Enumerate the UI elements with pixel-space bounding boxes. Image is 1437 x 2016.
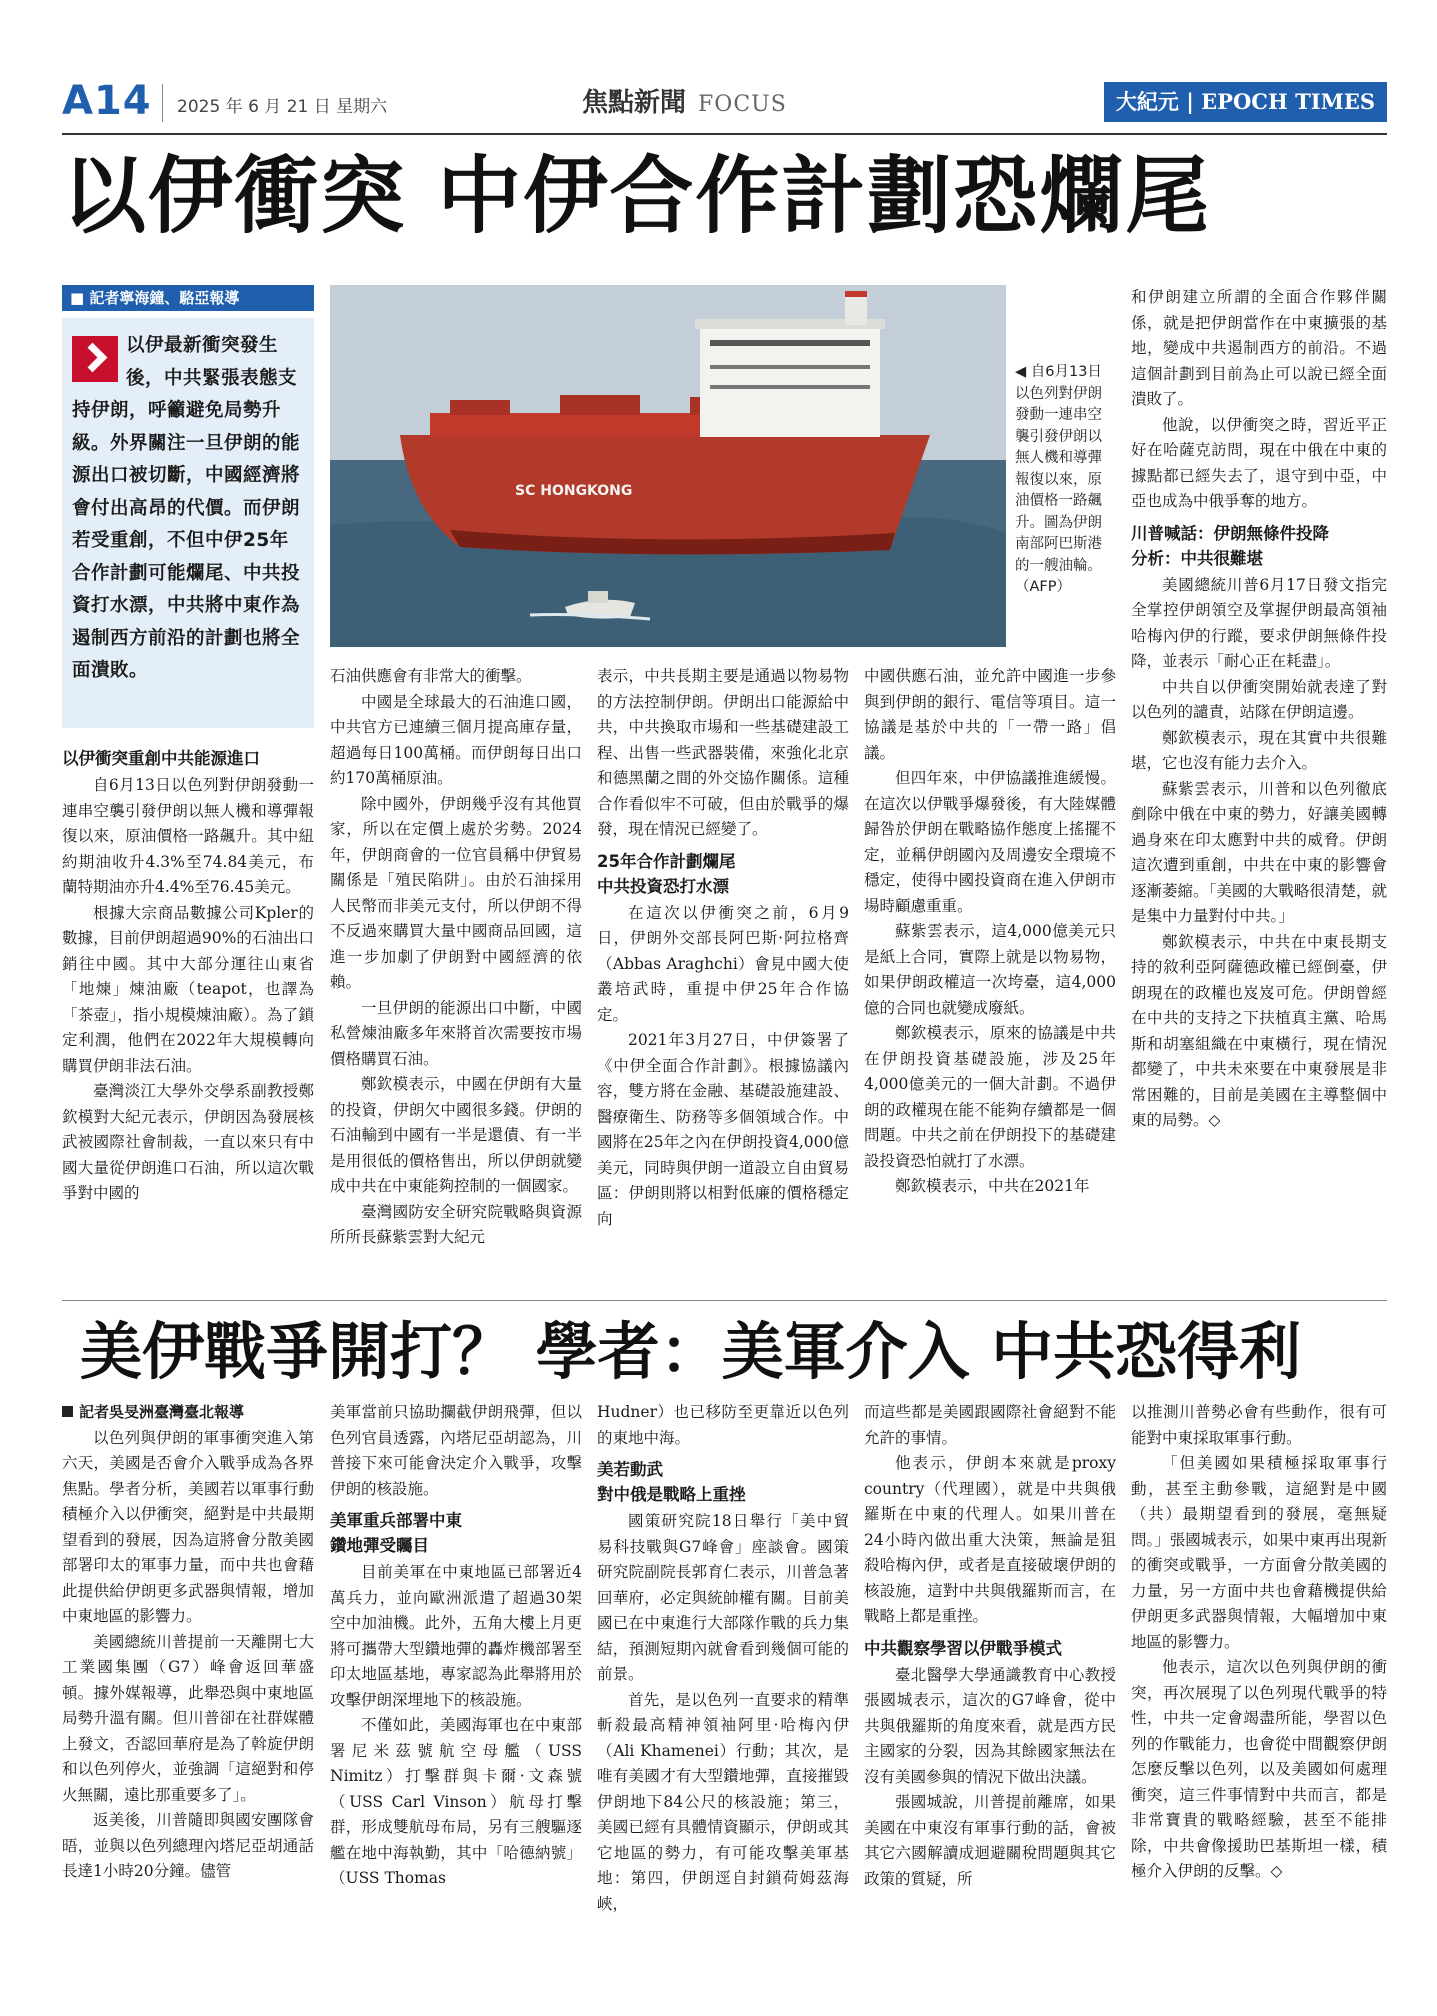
a1-subhead-2: [597, 849, 849, 899]
a2-column-3: [597, 1400, 849, 1917]
a2-paragraph: 張國城說，川普提前離席，如果美國在中東沒有軍事行動的話，會被其它六國解讀成迴避關稅問題與其它政策的質疑，所: [864, 1793, 1116, 1888]
a2-paragraph: 目前美軍在中東地區已部署近4萬兵力，並向歐洲派遣了超過30架空中加油機。此外，五角大樓上月更將可攜帶大型鑽地彈的轟炸機部署至印太地區基地，專家認為此舉將用於攻擊伊朗深埋地下的核設施。: [330, 1563, 582, 1709]
a2-column-4: [864, 1400, 1116, 1892]
headline-2: 美伊戰爭開打？ 學者：美軍介入 中共恐得利: [80, 1315, 1302, 1388]
a1-paragraph: 蘇紫雲表示，這4,000億美元只是紙上合同，實際上就是以物易物，如果伊朗政權這一次垮臺，這4,000億的合同也就變成廢紙。: [864, 922, 1116, 1017]
byline-1: ■ 記者寧海鐘、駱亞報導: [62, 285, 314, 311]
a2-subhead-2-line2: 對中俄是戰略上重挫: [597, 1485, 746, 1504]
a1-subhead-2-line2: 中共投資恐打水漂: [597, 876, 729, 896]
a1-subhead-2-line1: 25年合作計劃爛尾: [597, 851, 736, 871]
section-title-zh: 焦點新聞: [582, 88, 687, 118]
article-divider: [62, 1300, 1387, 1301]
lead-text: 以伊最新衝突發生後，中共緊張表態支持伊朗，呼籲避免局勢升級。外界關注一旦伊朗的能源出口被切斷，中國經濟將會付出高昂的代價。而伊朗若受重創，不但中伊25年合作計劃可能爛尾、中共投資打水漂，中共將中東作為遏制西方前沿的計劃也將全面潰敗。: [72, 335, 301, 681]
a1-subhead-3-line2: 分析：中共很難堪: [1131, 548, 1263, 568]
a1-paragraph: 表示，中共長期主要是通過以物易物的方法控制伊朗。伊朗出口能源給中共，中共換取市場和一些基礎建設工程、出售一些武器裝備，來強化北京和德黑蘭之間的外交協作關係。這種合作看似牢不可破，但由於戰爭的爆發，現在情況已經變了。: [597, 667, 849, 838]
a1-column-2: [330, 664, 582, 1251]
a1-subhead-1: 以伊衝突重創中共能源進口: [62, 749, 260, 768]
a1-paragraph: 鄭欽模表示，中國在伊朗有大量的投資，伊朗欠中國很多錢。伊朗的石油輸到中國有一半是還債、有一半是用很低的價格售出，所以伊朗就變成中共在中東能夠控制的一個國家。: [330, 1075, 582, 1195]
a2-subhead-1: [330, 1508, 582, 1558]
a2-paragraph: 不僅如此，美國海軍也在中東部署尼米茲號航空母艦（USS Nimitz）打擊群與卡爾·文森號（USS Carl Vinson）航母打擊群，形成雙航母布局，另有三艘驅逐艦在地中海執勤，其中「哈德納號」（USS Thomas: [330, 1716, 582, 1887]
photo-caption: ◀ 自6月13日以色列對伊朗發動一連串空襲引發伊朗以無人機和導彈報復以來，原油價格一路飆升。圖為伊朗南部阿巴斯港的一艘油輪。（AFP）: [1015, 364, 1102, 595]
byline-2-text: 記者吳旻洲臺灣臺北報導: [79, 1403, 245, 1421]
a2-subhead-2: [597, 1457, 849, 1507]
tanker-photo: [330, 285, 1006, 647]
a1-paragraph: 中共自以伊衝突開始就表達了對以色列的譴責，站隊在伊朗這邊。: [1131, 677, 1387, 721]
brand-logo: 大紀元 | EPOCH TIMES: [1104, 82, 1387, 122]
a1-column-5: [1131, 285, 1387, 1134]
issue-date: 2025 年 6 月 21 日 星期六: [177, 97, 388, 117]
a2-paragraph: 「但美國如果積極採取軍事行動，甚至主動參戰，這絕對是中國（共）最期望看到的發展，毫無疑問。」張國城表示，如果中東再出現新的衝突或戰爭，一方面會分散美國的力量，另一方面中共也會藉機提供給伊朗更多武器與情報，大幅增加中東地區的影響力。: [1131, 1454, 1387, 1651]
a1-paragraph: 自6月13日以色列對伊朗發動一連串空襲引發伊朗以無人機和導彈報復以來，原油價格一路飆升。其中紐約期油收升4.3%至74.84美元，布蘭特期油亦升4.4%至76.45美元。: [62, 776, 314, 896]
chevron-right-icon: [72, 336, 118, 382]
a1-column-4: [864, 664, 1116, 1200]
a1-subhead-3: [1131, 521, 1387, 571]
a2-column-1: [62, 1400, 314, 1885]
ship-name-label: SC HONGKONG: [515, 483, 633, 499]
a2-paragraph: 美軍當前只協助攔截伊朗飛彈，但以色列官員透露，內塔尼亞胡認為，川普接下來可能會決定介入戰爭，攻擊伊朗的核設施。: [330, 1403, 582, 1498]
a1-paragraph: 臺灣淡江大學外交學系副教授鄭欽模對大紀元表示，伊朗因為發展核武被國際社會制裁，一直以來只有中國大量從伊朗進口石油，所以這次戰爭對中國的: [62, 1082, 314, 1202]
page-number: A14: [62, 78, 152, 124]
a2-paragraph: 國策研究院18日舉行「美中貿易科技戰與G7峰會」座談會。國策研究院副院長郭育仁表示，川普急著回華府，必定與統帥權有關。目前美國已在中東進行大部隊作戰的兵力集結，預測短期內就會看到幾個可能的前景。: [597, 1512, 849, 1683]
a1-subhead-3-line1: 川普喊話：伊朗無條件投降: [1131, 523, 1329, 543]
a1-paragraph: 在這次以伊衝突之前，6月9日，伊朗外交部長阿巴斯·阿拉格齊（Abbas Araghchi）會見中國大使叢培武時，重提中伊25年合作協定。: [597, 903, 849, 1024]
section-title: [582, 82, 787, 119]
a2-subhead-1-line2: 鑽地彈受矚目: [330, 1536, 429, 1555]
a2-column-5: [1131, 1400, 1387, 1885]
a1-column-1: [62, 740, 314, 1207]
a2-paragraph: 以推測川普勢必會有些動作，很有可能對中東採取軍事行動。: [1131, 1403, 1387, 1447]
header-divider: [162, 84, 163, 122]
a2-paragraph: 返美後，川普隨即與國安團隊會晤，並與以色列總理內塔尼亞胡通話長達1小時20分鐘。儘管: [62, 1811, 314, 1880]
a1-paragraph: 鄭欽模表示，原來的協議是中共在伊朗投資基礎設施，涉及25年4,000億美元的一個大計劃。不過伊朗的政權現在能不能夠存續都是一個問題。中共之前在伊朗投下的基礎建設投資恐怕就打了水漂。: [864, 1024, 1116, 1170]
a2-paragraph: 他表示，這次以色列與伊朗的衝突，再次展現了以色列現代戰爭的特性，中共一定會竭盡所能，學習以色列的作戰能力，也會從中間觀察伊朗怎麼反擊以色列，以及美國如何處理衝突，這三件事情對中共而言，都是非常寶貴的戰略經驗，甚至不能排除，中共會像援助巴基斯坦一樣，積極介入伊朗的反擊。◇: [1131, 1658, 1387, 1880]
a1-paragraph: 2021年3月27日，中伊簽署了《中伊全面合作計劃》。根據協議內容，雙方將在金融、基礎設施建設、醫療衛生、防務等多個領域合作。中國將在25年之內在伊朗投資4,000億美元，同時與伊朗一道設立自由貿易區：伊朗則將以相對低廉的價格穩定向: [597, 1031, 849, 1228]
a1-paragraph: 鄭欽模表示，中共在中東長期支持的敘利亞阿薩德政權已經倒臺，伊朗現在的政權也岌岌可危。伊朗曾經在中共的支持之下扶植真主黨、哈馬斯和胡塞組織在中東橫行，現在情況都變了，中共未來要在中東發展是非常困難的，目前是美國在主導整個中東的局勢。◇: [1131, 932, 1387, 1129]
a1-paragraph: 但四年來，中伊協議推進緩慢。在這次以伊戰爭爆發後，有大陸媒體歸咎於伊朗在戰略協作態度上搖擺不定，並稱伊朗國內及周邊安全環境不穩定，使得中國投資商在進入伊朗市場時顧慮重重。: [864, 769, 1116, 915]
lead-box: [62, 318, 314, 728]
header-rule: [62, 133, 1387, 135]
section-title-en: FOCUS: [698, 92, 787, 117]
a1-paragraph: 石油供應會有非常大的衝擊。: [330, 667, 532, 685]
a2-subhead-1-line1: 美軍重兵部署中東: [330, 1511, 462, 1530]
a1-paragraph: 根據大宗商品數據公司Kpler的數據，目前伊朗超過90%的石油出口銷往中國。其中大部分運往山東省「地煉」煉油廠（teapot，也譯為「茶壺」，指小規模煉油廠）。為了鎖定利潤，他們在2022年大規模轉向購買伊朗非法石油。: [62, 903, 314, 1075]
a1-paragraph: 他說，以伊衝突之時，習近平正好在哈薩克訪問，現在中俄在中東的據點都已經失去了，退守到中亞，中亞也成為中俄爭奪的地方。: [1131, 415, 1387, 510]
a1-paragraph: 鄭欽模表示，現在其實中共很難堪，它也沒有能力去介入。: [1131, 728, 1387, 772]
a1-paragraph: 和伊朗建立所謂的全面合作夥伴關係，就是把伊朗當作在中東擴張的基地，變成中共遏制西方的前沿。不過這個計劃到目前為止可以說已經全面潰敗了。: [1131, 288, 1387, 408]
headline-1: 以伊衝突 中伊合作計劃恐爛尾: [62, 147, 1212, 245]
a2-paragraph: 美國總統川普提前一天離開七大工業國集團（G7）峰會返回華盛頓。據外媒報導，此舉恐與中東地區局勢升溫有關。但川普卻在社群媒體上發文，否認回華府是為了斡旋伊朗和以色列停火，並強調「這絕對和停火無關，遠比那重要多了」。: [62, 1632, 314, 1804]
a2-paragraph: 以色列與伊朗的軍事衝突進入第六天，美國是否會介入戰爭成為各界焦點。學者分析，美國若以軍事行動積極介入以伊衝突，絕對是中共最期望看到的發展，因為這將會分散美國部署印太的軍事力量，而中共也會藉此提供給伊朗更多武器與情報，增加中東地區的影響力。: [62, 1428, 314, 1625]
a2-column-2: [330, 1400, 582, 1892]
a1-paragraph: 中國供應石油，並允許中國進一步參與到伊朗的銀行、電信等項目。這一協議是基於中共的「一帶一路」倡議。: [864, 667, 1116, 762]
a1-paragraph: 一旦伊朗的能源出口中斷，中國私營煉油廠多年來將首次需要按市場價格購買石油。: [330, 998, 582, 1068]
a2-paragraph: 臺北醫學大學通識教育中心教授張國城表示，這次的G7峰會，從中共與俄羅斯的角度來看，就是西方民主國家的分裂，因為其餘國家無法在沒有美國參與的情況下做出決議。: [864, 1665, 1116, 1786]
a2-paragraph: Hudner）也已移防至更靠近以色列的東地中海。: [597, 1403, 849, 1447]
a1-paragraph: 臺灣國防安全研究院戰略與資源所所長蘇紫雲對大紀元: [330, 1202, 582, 1246]
tanker-illustration: [330, 285, 1006, 647]
a1-paragraph: 中國是全球最大的石油進口國，中共官方已連續三個月提高庫存量，超過每日100萬桶。而伊朗每日出口約170萬桶原油。: [330, 692, 582, 787]
a2-paragraph: 而這些都是美國跟國際社會絕對不能允許的事情。: [864, 1403, 1116, 1447]
a1-paragraph: 鄭欽模表示，中共在2021年: [895, 1177, 1090, 1195]
byline-2: [62, 1400, 314, 1426]
square-bullet-icon: [62, 1406, 73, 1417]
a1-paragraph: 美國總統川普6月17日發文指完全掌控伊朗領空及掌握伊朗最高領袖哈梅內伊的行蹤，要求伊朗無條件投降，並表示「耐心正在耗盡」。: [1131, 575, 1387, 670]
page-header: [62, 78, 1387, 126]
a1-paragraph: 除中國外，伊朗幾乎沒有其他買家，所以在定價上處於劣勢。2024年，伊朗商會的一位官員稱中伊貿易關係是「殖民陷阱」。由於石油採用人民幣而非美元支付，所以伊朗不得不反過來購買大量中國商品回國，這進一步加劇了伊朗對中國經濟的依賴。: [330, 794, 582, 991]
a1-paragraph: 蘇紫雲表示，川普和以色列徹底剷除中俄在中東的勢力，好讓美國轉過身來在印太應對中共的威脅。伊朗這次遭到重創，中共在中東的影響會逐漸萎縮。「美國的大戰略很清楚，就是集中力量對付中共。」: [1131, 779, 1387, 925]
a2-subhead-3: 中共觀察學習以伊戰爭模式: [864, 1638, 1062, 1658]
a2-paragraph: 首先，是以色列一直要求的精準斬殺最高精神領袖阿里·哈梅內伊（Ali Khamenei）行動；其次，是唯有美國才有大型鑽地彈，直接摧毀伊朗地下84公尺的核設施；第三，美國已經有具體情資顯示，伊朗或其它地區的勢力，有可能攻擊美軍基地：第四，伊朗逕自封鎖荷姆茲海峽，: [597, 1690, 849, 1913]
a2-subhead-2-line1: 美若動武: [597, 1460, 663, 1479]
a1-column-3: [597, 664, 849, 1232]
a2-paragraph: 他表示，伊朗本來就是proxy country（代理國），就是中共與俄羅斯在中東的代理人。如果川普在24小時內做出重大決策，無論是狙殺哈梅內伊，或者是直接破壞伊朗的核設施，這對中共與俄羅斯而言，在戰略上都是重挫。: [864, 1454, 1116, 1625]
